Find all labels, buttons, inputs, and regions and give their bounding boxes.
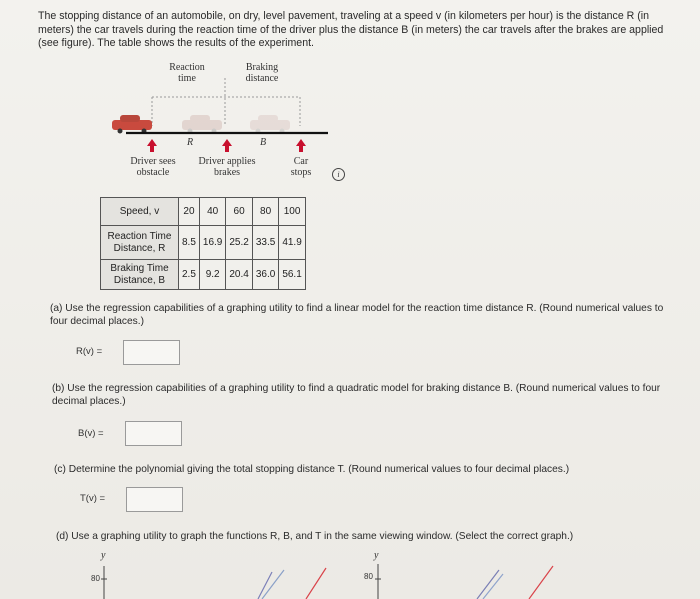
graph1-line-t [306, 568, 326, 599]
table-cell: 40 [199, 198, 225, 226]
b-function-label: B(v) = [78, 428, 104, 439]
problem-intro: The stopping distance of an automobile, on dry, level pavement, traveling at a speed v (in kilometers per hour) is the distance R (in meters) the car travels during the reaction time of the driver plus the distance B (in meters) the car travels after the brakes are applied (see figure). The table shows the results of the experiment. [38, 10, 664, 49]
graph1-y-label: y [101, 550, 106, 561]
table-cell: 16.9 [199, 226, 225, 260]
question-c-text: (c) Determine the polynomial giving the total stopping distance T. (Round numerical values to four decimal places.) [54, 464, 570, 475]
table-cell: 36.0 [252, 260, 278, 290]
question-b-text: (b) Use the regression capabilities of a graphing utility to find a quadratic model for braking distance B. (Round numerical values to four decimal places.) [52, 383, 661, 407]
car-icon [112, 115, 152, 134]
b-letter: B [259, 137, 267, 148]
table-row [101, 226, 306, 260]
graph1-tick-label: 80 [91, 574, 100, 583]
table-cell: 9.2 [199, 260, 225, 290]
experiment-table [100, 197, 306, 290]
table-cell: 2.5 [179, 260, 200, 290]
question-a-text: (a) Use the regression capabilities of a graphing utility to find a linear model for the reaction time distance R. (Round numerical values to four decimal places.) [50, 303, 664, 327]
graph2-y-label: y [374, 550, 379, 561]
graph2-line-t [529, 566, 553, 599]
r-function-label: R(v) = [76, 346, 103, 357]
table-cell: 8.5 [179, 226, 200, 260]
table-row [101, 198, 306, 226]
table-cell: 60 [226, 198, 252, 226]
car-ghost-icon [250, 115, 290, 134]
driver-sees-label: Driver sees obstacle [130, 156, 176, 178]
table-cell: 33.5 [252, 226, 278, 260]
r-answer-input[interactable] [123, 340, 180, 365]
question-d-text: (d) Use a graphing utility to graph the functions R, B, and T in the same viewing window. (Select the correct graph.) [56, 531, 574, 542]
t-answer-input[interactable] [126, 487, 183, 512]
car-stops-label: Car stops [290, 156, 312, 178]
table-cell: 56.1 [279, 260, 305, 290]
arrow-up-icon [147, 139, 157, 152]
driver-applies-label: Driver applies brakes [198, 156, 256, 178]
row-header: Reaction Time Distance, R [101, 226, 179, 260]
braking-distance-label: Braking distance [245, 62, 279, 84]
reaction-time-label: Reaction time [169, 62, 205, 84]
table-cell: 20.4 [226, 260, 252, 290]
t-function-label: T(v) = [80, 493, 106, 504]
graph-option-2[interactable] [373, 560, 583, 599]
info-icon[interactable]: i [332, 168, 345, 181]
stopping-distance-figure [100, 60, 360, 190]
table-cell: 100 [279, 198, 305, 226]
b-answer-input[interactable] [125, 421, 182, 446]
graph-option-1[interactable] [100, 562, 340, 599]
arrow-up-icon [222, 139, 232, 152]
table-row [101, 260, 306, 290]
row-header: Braking Time Distance, B [101, 260, 179, 290]
table-cell: 80 [252, 198, 278, 226]
graph2-line-r [477, 570, 499, 599]
table-cell: 25.2 [226, 226, 252, 260]
car-ghost-icon [182, 115, 222, 134]
table-cell: 20 [179, 198, 200, 226]
graph2-tick-label: 80 [364, 572, 373, 581]
table-cell: 41.9 [279, 226, 305, 260]
row-header: Speed, v [101, 198, 179, 226]
arrow-up-icon [296, 139, 306, 152]
r-letter: R [186, 137, 194, 148]
